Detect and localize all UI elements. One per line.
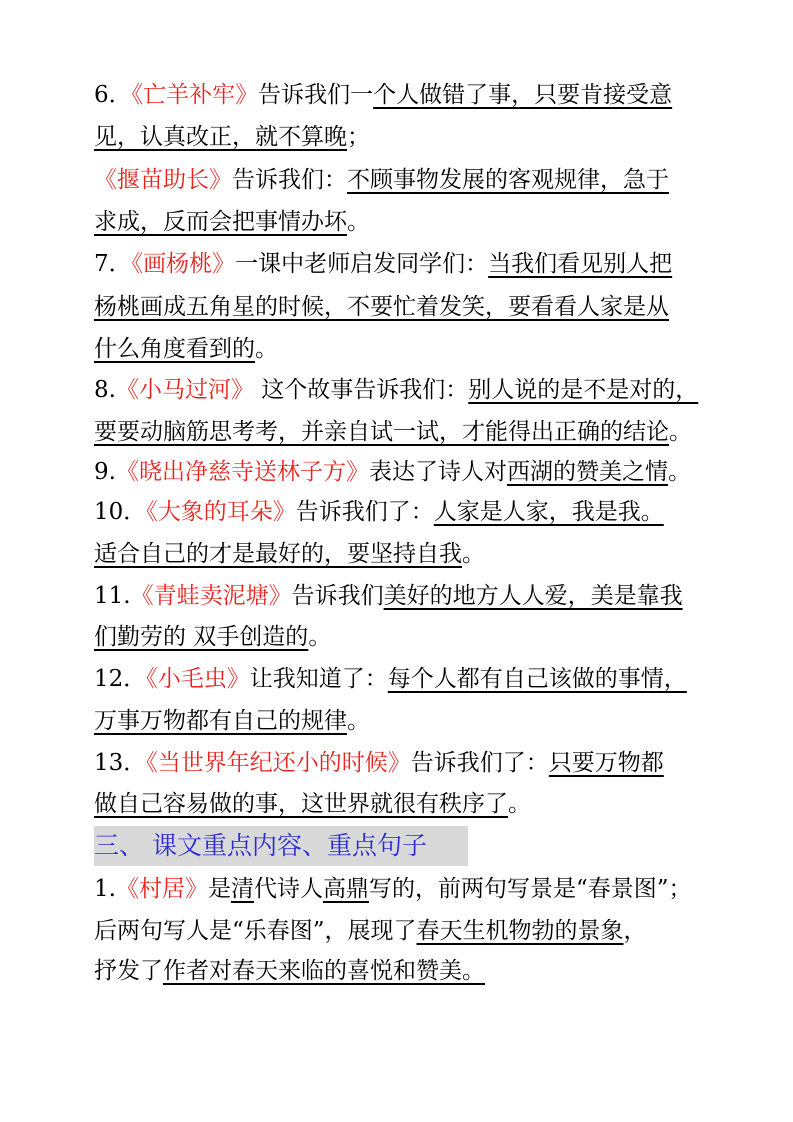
item-number: 7． xyxy=(94,251,132,277)
underlined-answer: 人家是人家，我是我。 xyxy=(433,499,664,525)
text: 后两句写人是“乐春图”，展现了 xyxy=(94,918,417,944)
item-7-line-1 xyxy=(94,249,672,279)
item-number: 9. xyxy=(94,459,116,485)
item-number: 10． xyxy=(94,499,147,525)
item-12-line-1 xyxy=(94,664,687,694)
underlined-answer: 高鼎 xyxy=(322,876,369,902)
underlined-answer: 只要万物都 xyxy=(548,750,664,776)
text: 代诗人 xyxy=(253,876,323,902)
item-number: 13． xyxy=(94,750,147,776)
item-7-line-2 xyxy=(94,292,669,322)
underlined-answer: 万事万物都有自己的规律 xyxy=(94,708,347,734)
underlined-answer: 们勤劳的 双手创造的 xyxy=(94,624,309,650)
underlined-answer: 清 xyxy=(230,876,254,902)
item-13-line-1 xyxy=(94,748,664,778)
underlined-answer: 不顾事物发展的客观规律，急于 xyxy=(347,167,669,193)
text: 。 xyxy=(347,708,370,734)
item-6-line-2 xyxy=(94,122,370,152)
text: 一课中老师启发同学们： xyxy=(235,251,489,277)
lesson-title: 《青蛙卖泥塘》 xyxy=(130,583,292,609)
underlined-answer: 要要动脑筋思考考，并亲自试一试，才能得出正确的结论 xyxy=(94,419,669,445)
text: 。 xyxy=(347,209,370,235)
text: 。 xyxy=(308,624,332,650)
text: 写的，前两句写景是“春景图”； xyxy=(368,876,692,902)
item-6-line-3 xyxy=(94,165,669,195)
underlined-answer: 别人说的是不是对的， xyxy=(468,377,699,403)
section-item-1-line-1 xyxy=(94,874,691,904)
item-number: 11. xyxy=(94,583,131,609)
text: 是 xyxy=(207,876,231,902)
text: 告诉我们了： xyxy=(410,750,549,776)
lesson-title: 《晓出净慈寺送林子方》 xyxy=(115,459,369,485)
text: 。 xyxy=(667,459,691,485)
lesson-title: 《当世界年纪还小的时候》 xyxy=(146,750,411,776)
underlined-answer: 求成，反而会把事情办坏 xyxy=(94,209,347,235)
item-7-line-3 xyxy=(94,334,278,364)
lesson-title: 《亡羊补牢》 xyxy=(131,82,259,108)
section-item-1-line-3 xyxy=(94,956,485,986)
underlined-answer: 春天生机物勃的景象 xyxy=(416,918,624,944)
underlined-answer: 个人做错了事，只要肯接受意 xyxy=(373,82,673,108)
text: 抒发了 xyxy=(94,958,163,984)
item-8-line-2 xyxy=(94,417,692,447)
text: 让我知道了： xyxy=(249,666,388,692)
underlined-answer: 杨桃画成五角星的时候，不要忙着发笑，要看看人家是从 xyxy=(94,294,669,320)
lesson-title: 《画杨桃》 xyxy=(131,251,236,277)
section-heading: 三、 课文重点内容、重点句子 xyxy=(94,826,468,866)
text: 告诉我们一 xyxy=(258,82,374,108)
section-item-1-line-2 xyxy=(94,916,647,946)
underlined-answer: 每个人都有自己该做的事情， xyxy=(387,666,687,692)
text: 表达了诗人对 xyxy=(368,459,507,485)
text: 。 xyxy=(508,791,531,817)
item-number: 8. xyxy=(94,377,116,403)
underlined-answer: 当我们看见别人把 xyxy=(488,251,673,277)
item-number: 12． xyxy=(94,666,147,692)
item-11-line-2 xyxy=(94,622,331,652)
item-11-line-1 xyxy=(94,581,683,611)
underlined-answer: 见，认真改正，就不算晚 xyxy=(94,124,347,150)
lesson-title: 《揠苗助长》 xyxy=(94,167,232,193)
lesson-title: 《村居》 xyxy=(115,876,208,902)
underlined-answer: 西湖的赞美之情 xyxy=(506,459,668,485)
underlined-answer: 适合自己的才是最好的，要坚持自我 xyxy=(94,541,462,567)
text: 。 xyxy=(669,419,692,445)
text: 告诉我们 xyxy=(291,583,384,609)
text: 告诉我们了： xyxy=(295,499,434,525)
item-10-line-2 xyxy=(94,539,485,569)
item-10-line-1 xyxy=(94,497,664,527)
text: 。 xyxy=(462,541,485,567)
item-8-line-1 xyxy=(94,375,698,405)
item-number: 1. xyxy=(94,876,116,902)
item-13-line-2 xyxy=(94,789,531,819)
lesson-title: 《小马过河》 xyxy=(115,377,254,403)
item-number: 6． xyxy=(94,82,132,108)
lesson-title: 《大象的耳朵》 xyxy=(146,499,296,525)
text: ； xyxy=(347,124,370,150)
item-6-line-4 xyxy=(94,207,370,237)
item-12-line-2 xyxy=(94,706,370,736)
underlined-answer: 做自己容易做的事，这世界就很有秩序了 xyxy=(94,791,508,817)
text: 这个故事告诉我们： xyxy=(253,377,469,403)
underlined-answer: 作者对春天来临的喜悦和赞美。 xyxy=(163,958,485,984)
item-9-line-1 xyxy=(94,457,691,487)
text: ， xyxy=(623,918,647,944)
lesson-title: 《小毛虫》 xyxy=(146,666,250,692)
item-6-line-1 xyxy=(94,80,672,110)
text: 。 xyxy=(255,336,278,362)
underlined-answer: 美好的地方人人爱，美是靠我 xyxy=(383,583,683,609)
underlined-answer: 什么角度看到的 xyxy=(94,336,255,362)
text: 告诉我们： xyxy=(232,167,347,193)
